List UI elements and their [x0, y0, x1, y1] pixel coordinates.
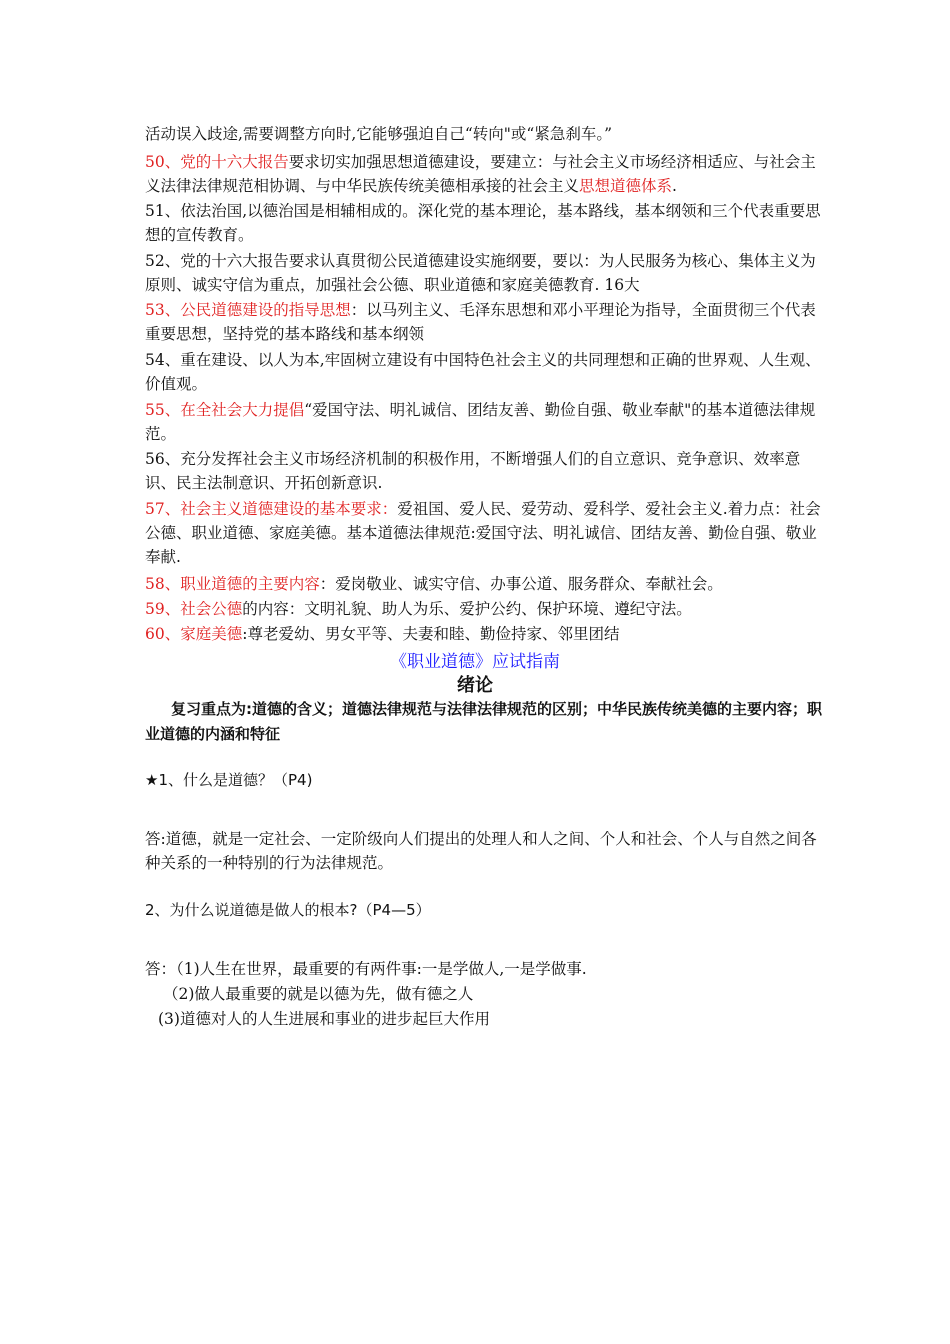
item-58-heading: 58、职业道德的主要内容 — [145, 575, 320, 593]
item-53 — [145, 298, 825, 346]
item-50-body: 要求切实加强思想道德建设，要建立：与社会主义市场经济相适应、与社会主义法律法律规范相协调、与中华民族传统美德相承接的社会主义 — [145, 153, 816, 195]
item-59-body: 的内容：文明礼貌、助人为乐、爱护公约、保护环境、遵纪守法。 — [242, 600, 692, 618]
item-60 — [145, 622, 825, 646]
item-58-body: ：爱岗敬业、诚实守信、办事公道、服务群众、奉献社会。 — [319, 575, 723, 593]
item-51-text: 51、依法治国,以德治国是相辅相成的。深化党的基本理论，基本路线，基本纲领和三个代表重要思想的宣传教育。 — [145, 202, 821, 244]
item-55 — [145, 398, 825, 446]
item-54-text: 54、重在建设、以人为本,牢固树立建设有中国特色社会主义的共同理想和正确的世界观、人生观、价值观。 — [145, 351, 821, 393]
intro-text: 活动误入歧途,需要调整方向时,它能够强迫自己“转向"或“紧急刹车。” — [145, 125, 613, 143]
item-56-text: 56、充分发挥社会主义市场经济机制的积极作用，不断增强人们的自立意识、竞争意识、效率意识、民主法制意识、开拓创新意识. — [145, 450, 801, 492]
item-57-body: 爱祖国、爱人民、爱劳动、爱科学、爱社会主义.着力点：社会公德、职业道德、家庭美德。基本道德法律规范:爱国守法、明礼诚信、团结友善、勤俭自强、敬业奉献. — [145, 500, 821, 566]
item-55-heading: 55、在全社会大力提倡 — [145, 401, 305, 419]
item-51 — [145, 199, 825, 247]
item-50 — [145, 150, 825, 198]
answer-2-line-2: （2)做人最重要的就是以德为先，做有德之人 — [163, 985, 474, 1003]
item-59 — [145, 597, 825, 621]
item-55-body: “爱国守法、明礼诚信、团结友善、勤俭自强、敬业奉献"的基本道德法律规范。 — [145, 401, 816, 443]
item-60-heading: 60、家庭美德 — [145, 625, 243, 643]
review-points: 复习重点为:道德的含义；道德法律规范与法律法律规范的区别；中华民族传统美德的主要内容；职业道德的内涵和特征 — [145, 700, 823, 743]
item-50-highlight: 思想道德体系 — [579, 177, 673, 195]
item-50-heading: 50、党的十六大报告 — [145, 153, 289, 171]
item-59-heading: 59、社会公德 — [145, 600, 243, 618]
item-56 — [145, 447, 825, 495]
item-60-body: :尊老爱幼、男女平等、夫妻和睦、勤俭持家、邻里团结 — [242, 625, 620, 643]
guide-title: 《职业道德》应试指南 — [390, 652, 560, 672]
answer-2-line-3: (3)道德对人的人生进展和事业的进步起巨大作用 — [158, 1010, 490, 1028]
item-52-text: 52、党的十六大报告要求认真贯彻公民道德建设实施纲要，要以：为人民服务为核心、集体主义为原则、诚实守信为重点，加强社会公德、职业道德和家庭美德教育. 16大 — [145, 252, 816, 294]
question-2: 2、为什么说道德是做人的根本?（P4—5） — [145, 901, 431, 919]
line-intro — [145, 122, 825, 146]
item-50-end: . — [672, 177, 677, 195]
answer-2-line-1: 答：（1)人生在世界，最重要的有两件事:一是学做人,一是学做事. — [145, 960, 587, 978]
item-54 — [145, 348, 825, 396]
section-title: 绪论 — [457, 675, 493, 696]
item-57 — [145, 497, 825, 569]
item-53-heading: 53、公民道德建设的指导思想 — [145, 301, 351, 319]
question-1: ★1、什么是道德？（P4) — [145, 771, 313, 789]
item-53-body: ：以马列主义、毛泽东思想和邓小平理论为指导，全面贯彻三个代表重要思想，坚持党的基本路线和基本纲领 — [145, 301, 816, 343]
answer-1: 答:道德，就是一定社会、一定阶级向人们提出的处理人和人之间、个人和社会、个人与自然之间各种关系的一种特别的行为法律规范。 — [145, 830, 817, 872]
item-58 — [145, 572, 825, 596]
item-52 — [145, 249, 825, 297]
item-57-heading: 57、社会主义道德建设的基本要求： — [145, 500, 398, 518]
